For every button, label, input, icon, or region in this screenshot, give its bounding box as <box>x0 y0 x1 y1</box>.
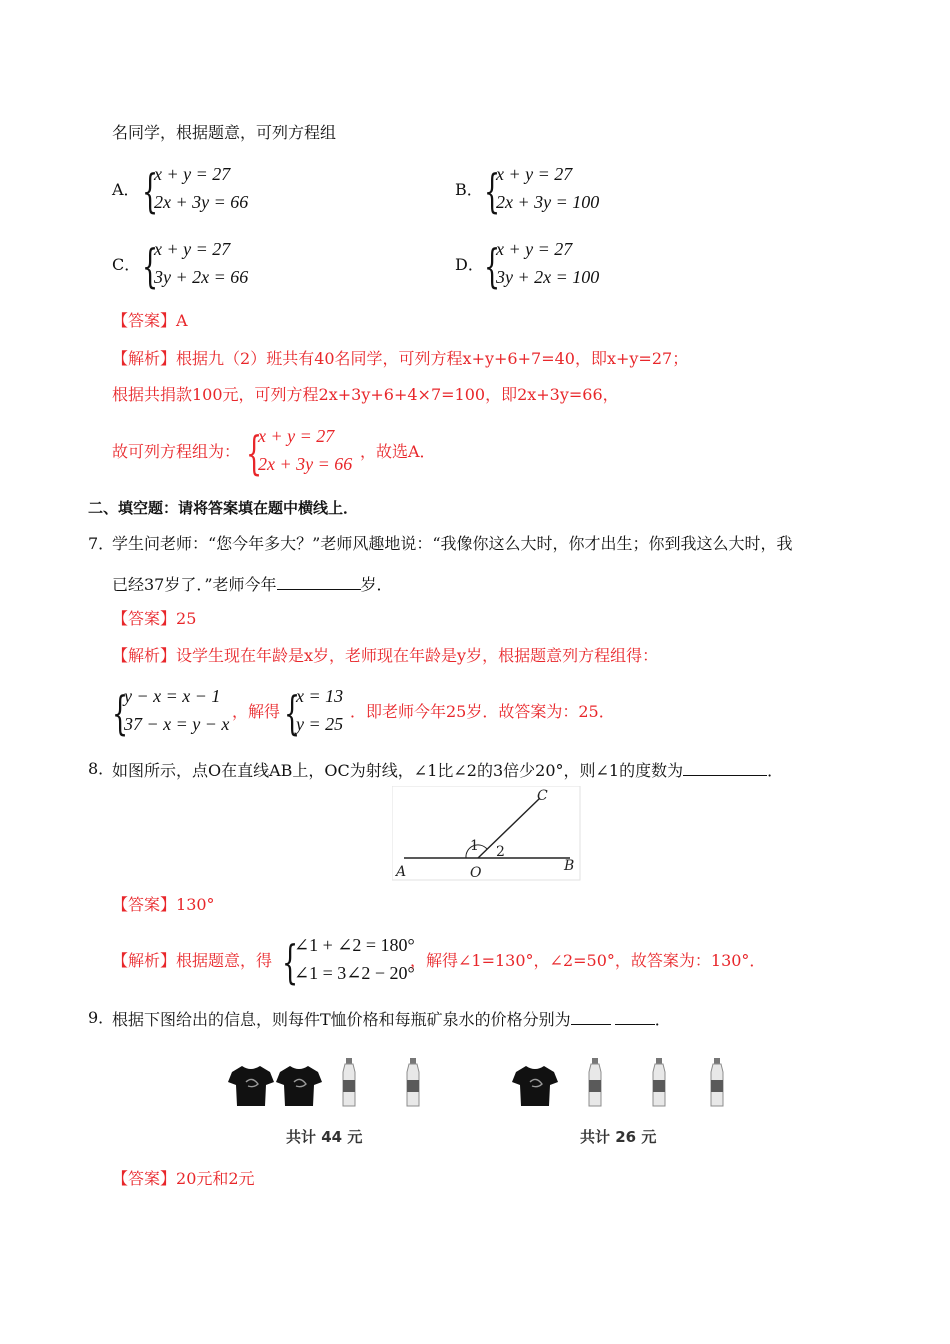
q8-answer-blank[interactable] <box>683 759 767 776</box>
q7-system2-eq1: x = 13 <box>296 686 344 706</box>
q6-conclusion-suffix: ，故选A． <box>360 442 436 461</box>
q8-text-post: ． <box>767 761 784 780</box>
q7-number: 7． <box>88 534 115 553</box>
q8-system-eq1: ∠1 + ∠2 = 180° <box>294 935 415 955</box>
tshirt-icon <box>512 1062 558 1108</box>
label-2: 2 <box>496 844 505 860</box>
option-d-eq1: x + y = 27 <box>496 239 573 259</box>
q7-solve-word: ，解得 <box>232 702 281 721</box>
q8-analysis-post: ，解得∠1=130°，∠2=50°，故答案为：130°． <box>410 951 766 970</box>
q9-answer-tag: 【答案】 <box>112 1169 177 1188</box>
q9-caption-right: 共计 26 元 <box>580 1128 657 1146</box>
option-d-label: D． <box>455 255 484 274</box>
option-c-eq1: x + y = 27 <box>154 239 231 259</box>
q7-tail: ．即老师今年25岁．故答案为：25． <box>350 702 615 721</box>
q7-system2-eq2: y = 25 <box>296 714 344 734</box>
option-a-eq1: x + y = 27 <box>154 164 231 184</box>
q7-line2 <box>112 573 393 595</box>
label-a: A <box>396 864 407 880</box>
intro-line: 名同学，根据题意，可列方程组 <box>112 123 337 142</box>
q8-answer-value: 130° <box>176 895 215 914</box>
q9-caption-left: 共计 44 元 <box>286 1128 363 1146</box>
q9-answer <box>112 1169 255 1189</box>
q7-line2-pre: 已经37岁了．”老师今年 <box>112 575 277 594</box>
q6-answer <box>112 311 188 331</box>
q8-answer <box>112 895 215 915</box>
q6-conclusion-prefix: 故可列方程组为： <box>112 442 241 461</box>
water-bottle-icon <box>340 1058 358 1108</box>
q8-angle-figure <box>392 786 582 882</box>
q9-answer-value: 20元和2元 <box>176 1169 255 1188</box>
water-bottle-icon <box>650 1058 668 1108</box>
q9-number: 9． <box>88 1008 115 1027</box>
q6-analysis-text: 根据九（2）班共有40名同学，可列方程x+y+6+7=40，即x+y=27； <box>176 349 689 368</box>
q7-answer-blank[interactable] <box>277 573 361 590</box>
q9-text-post: ． <box>654 1010 671 1029</box>
q7-system1-eq1: y − x = x − 1 <box>124 686 221 706</box>
q6-answer-tag: 【答案】 <box>112 311 177 330</box>
q6-analysis-line2: 根据共捐款100元，可列方程2x+3y+6+4×7=100，即2x+3y=66， <box>112 385 619 404</box>
water-bottle-icon <box>586 1058 604 1108</box>
water-bottle-icon <box>404 1058 422 1108</box>
option-b-eq2: 2x + 3y = 100 <box>496 192 600 212</box>
q8-number: 8． <box>88 759 115 778</box>
q7-answer-tag: 【答案】 <box>112 609 177 628</box>
q6-system-eq1: x + y = 27 <box>258 426 335 446</box>
option-c-label: C． <box>112 255 141 274</box>
q8-text <box>112 759 783 781</box>
q9-answer-blank-1[interactable] <box>571 1008 611 1025</box>
q6-answer-value: A <box>176 311 188 330</box>
q7-analysis-tag: 【解析】 <box>112 646 177 665</box>
water-bottle-icon <box>708 1058 726 1108</box>
tshirt-icon <box>276 1062 322 1108</box>
q9-answer-blank-2[interactable] <box>615 1008 655 1025</box>
option-a-eq2: 2x + 3y = 66 <box>154 192 249 212</box>
option-d-eq2: 3y + 2x = 100 <box>496 267 600 287</box>
q7-system1-eq2: 37 − x = y − x <box>124 714 230 734</box>
option-b-eq1: x + y = 27 <box>496 164 573 184</box>
q8-text-pre: 如图所示，点O在直线AB上，OC为射线，∠1比∠2的3倍少20°，则∠1的度数为 <box>112 761 684 780</box>
q6-analysis-line1 <box>112 349 688 369</box>
option-a-label: A． <box>112 180 140 199</box>
q8-system-eq2: ∠1 = 3∠2 − 20° <box>294 963 415 983</box>
option-c-eq2: 3y + 2x = 66 <box>154 267 249 287</box>
q8-analysis <box>112 951 272 971</box>
q9-text <box>112 1008 671 1030</box>
q8-analysis-pre: 根据题意，得 <box>176 951 273 970</box>
q9-text-pre: 根据下图给出的信息，则每件T恤价格和每瓶矿泉水的价格分别为 <box>112 1010 571 1029</box>
q8-analysis-tag: 【解析】 <box>112 951 177 970</box>
label-o: O <box>470 865 482 881</box>
label-c: C <box>537 788 548 804</box>
tshirt-icon <box>228 1062 274 1108</box>
option-b-label: B． <box>455 180 483 199</box>
q8-answer-tag: 【答案】 <box>112 895 177 914</box>
q7-answer-value: 25 <box>176 609 197 628</box>
q6-analysis-tag: 【解析】 <box>112 349 177 368</box>
q7-answer <box>112 609 196 629</box>
q7-analysis-text: 设学生现在年龄是x岁，老师现在年龄是y岁，根据题意列方程组得： <box>176 646 659 665</box>
section2-title: 二、填空题：请将答案填在题中横线上． <box>88 499 359 517</box>
label-1: 1 <box>470 838 479 854</box>
q7-line1: 学生问老师：“您今年多大？”老师风趣地说：“我像你这么大时，你才出生；你到我这么大时，我 <box>112 534 793 553</box>
label-b: B <box>564 858 575 874</box>
q6-system-eq2: 2x + 3y = 66 <box>258 454 353 474</box>
q7-line2-post: 岁． <box>360 575 393 594</box>
q7-analysis <box>112 646 658 666</box>
